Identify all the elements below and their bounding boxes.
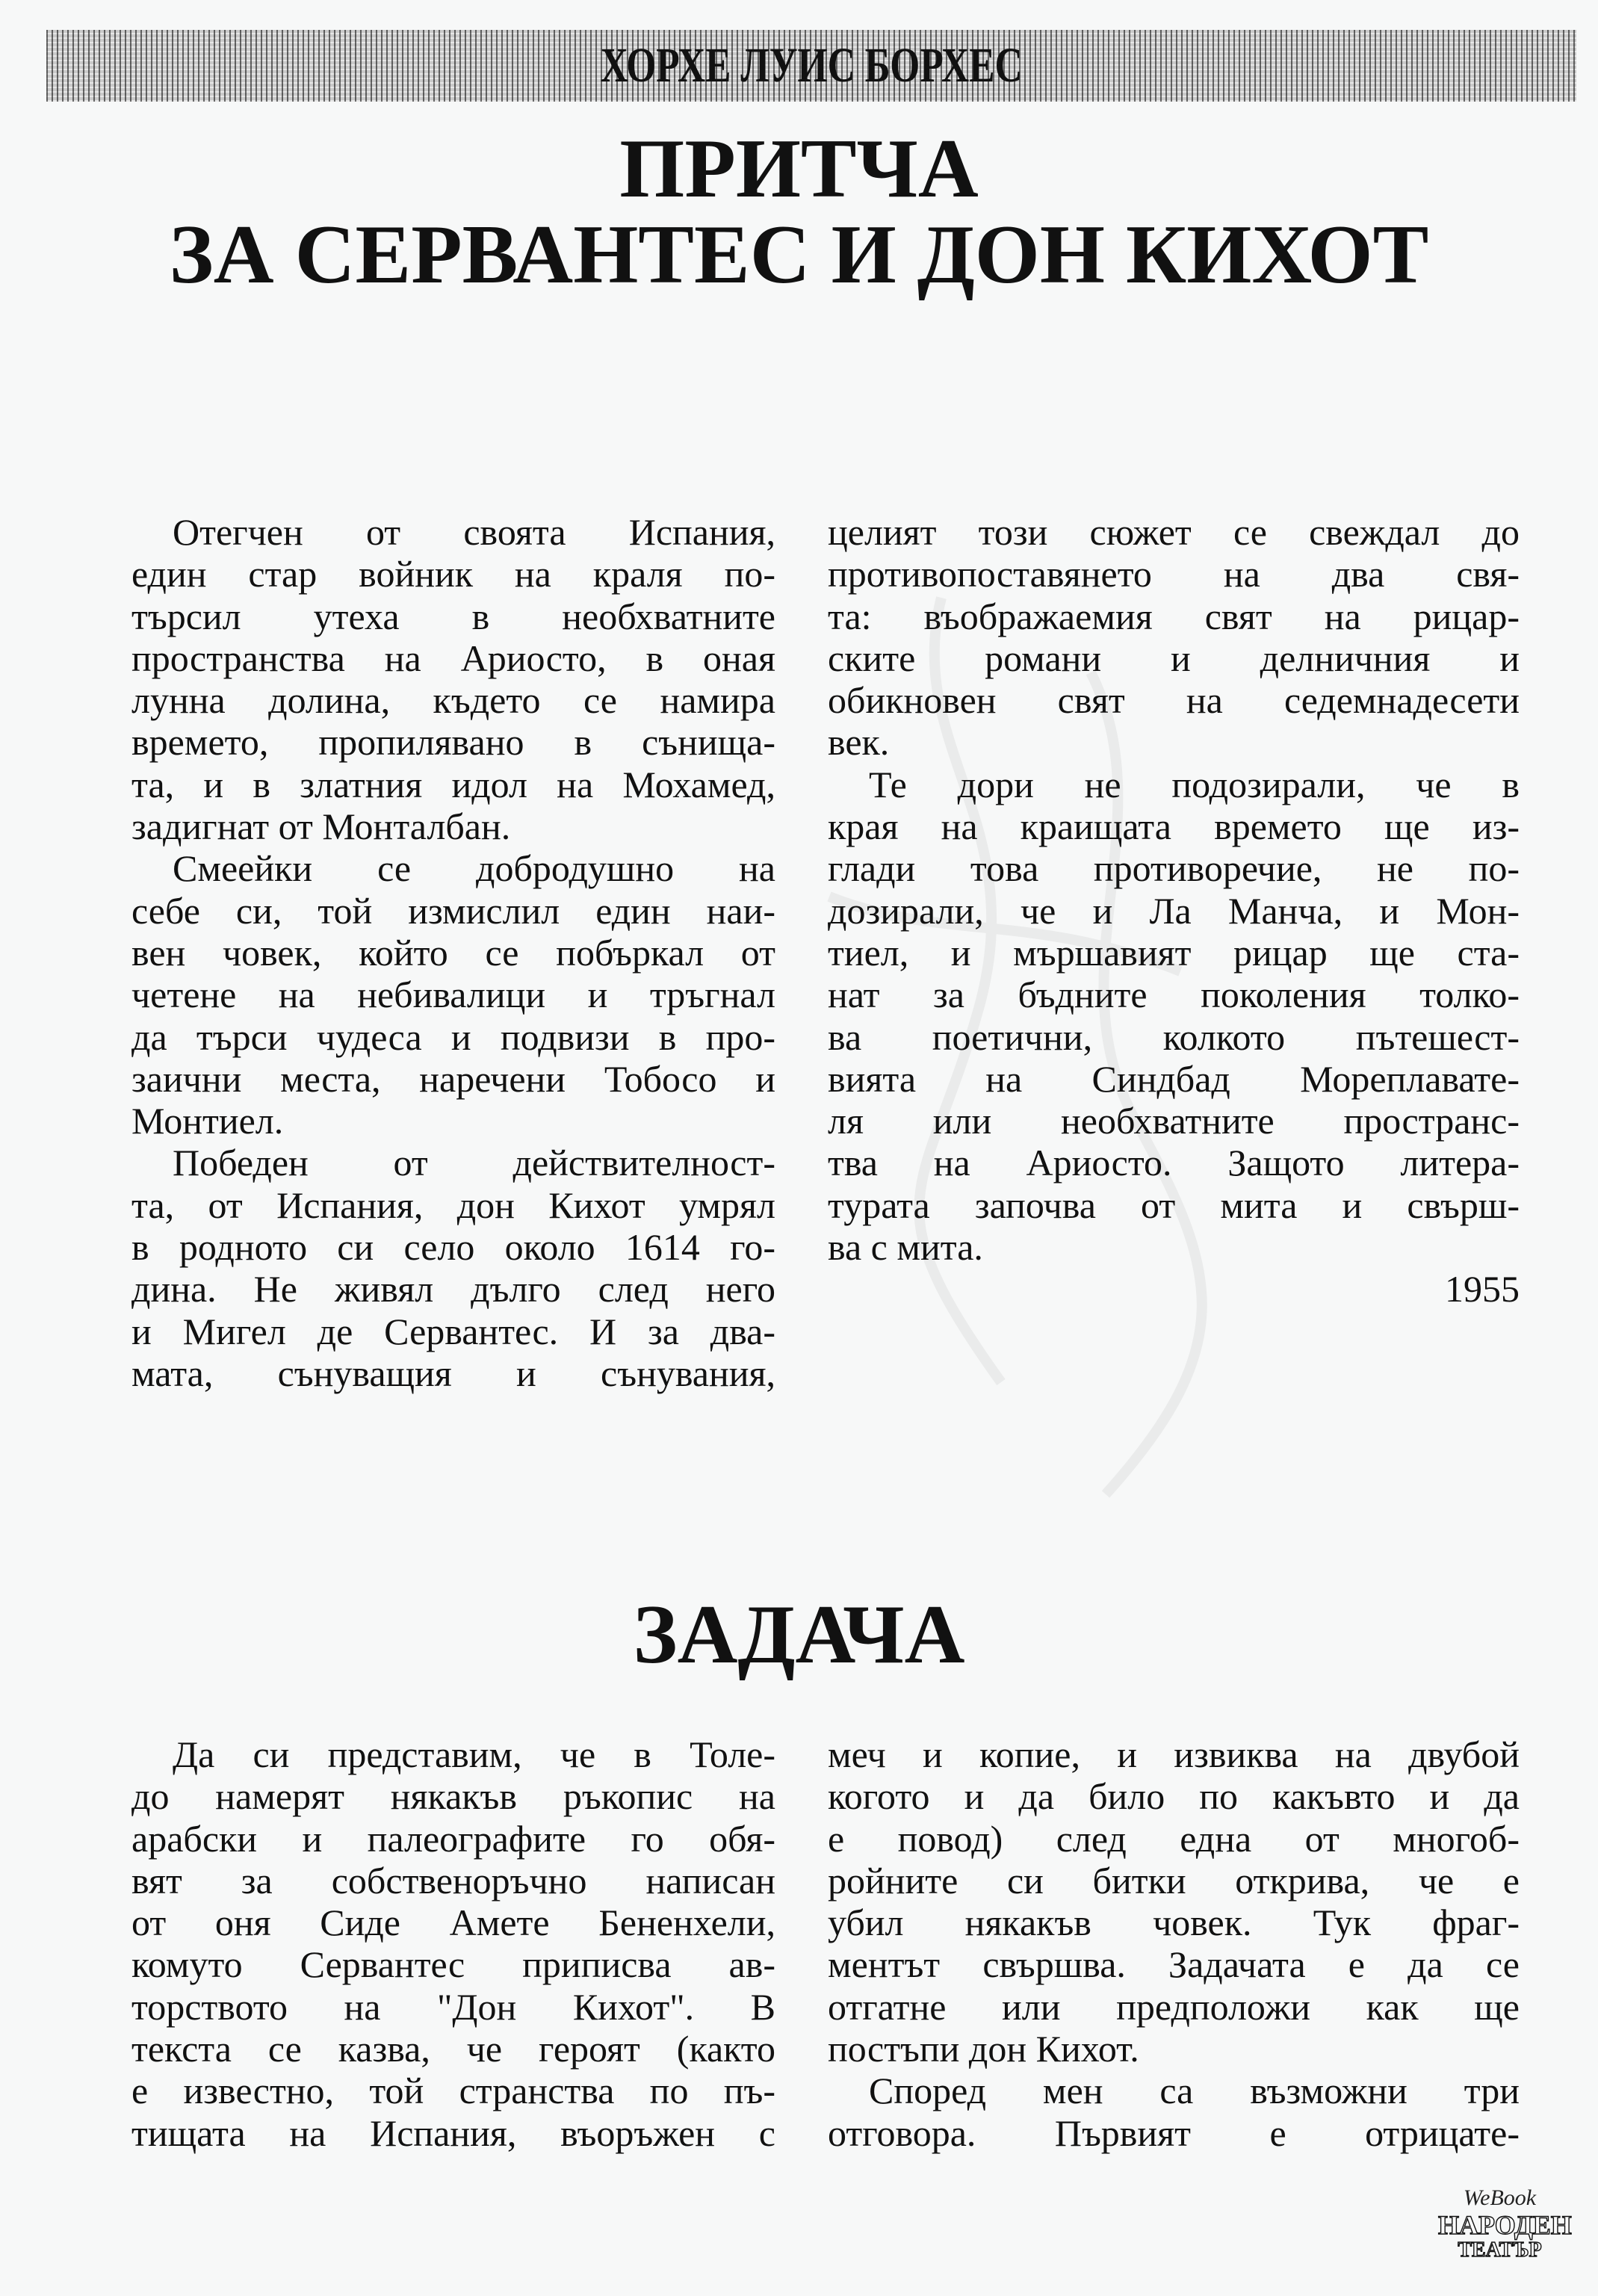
text-line: текста се казва, че героят (както xyxy=(131,2028,775,2070)
text-line: пространства на Ариосто, в оная xyxy=(131,637,775,679)
text-line: убил някакъв човек. Тук фраг- xyxy=(828,1902,1520,1944)
author-name: ХОРХЕ ЛУИС БОРХЕС xyxy=(600,38,1023,93)
text-line: та: въображаемия свят на рицар- xyxy=(828,595,1520,637)
text-line: в родното си село около 1614 го- xyxy=(131,1226,775,1269)
text-line: торството на "Дон Кихот". В xyxy=(131,1985,775,2028)
article1-right-column xyxy=(828,511,1520,1311)
text-line: е известно, той странства по пъ- xyxy=(131,2070,775,2112)
text-line: турата започва от мита и свърш- xyxy=(828,1183,1520,1226)
text-line: и Мигел де Сервантес. И за два- xyxy=(131,1310,775,1352)
text-line: ройните си битки открива, че е xyxy=(828,1859,1520,1902)
text-line: от оня Сиде Амете Бененхели, xyxy=(131,1902,775,1944)
text-line: лунна долина, където се намира xyxy=(131,679,775,722)
text-line: глади това противоречие, не по- xyxy=(828,847,1520,890)
text-line: задигнат от Монталбан. xyxy=(131,805,511,848)
text-line: целият този сюжет се свеждал до xyxy=(828,511,1520,553)
article-title-line-1: ПРИТЧА xyxy=(619,123,979,215)
text-line: да търси чудеса и подвизи в про- xyxy=(131,1015,775,1058)
text-line: нат за бъдните поколения толко- xyxy=(828,974,1520,1016)
text-line: ментът свършва. Задачата е да се xyxy=(828,1943,1520,1986)
text-line: четене на небивалици и тръгнал xyxy=(131,974,775,1016)
article2-title: ЗАДАЧА xyxy=(633,1588,965,1681)
text-line: противопоставянето на два свя- xyxy=(828,553,1520,595)
text-line: мата, сънуващия и сънувания, xyxy=(131,1352,775,1394)
text-line: Победен от действителност- xyxy=(173,1142,775,1184)
text-line: тва на Ариосто. Защото литера- xyxy=(828,1142,1520,1184)
text-line: арабски и палеографите го обя- xyxy=(131,1817,775,1860)
text-line: края на краищата времето ще из- xyxy=(828,805,1520,848)
logo-signature: WeBook xyxy=(1463,2185,1537,2210)
logo-line-1: НАРОДЕН xyxy=(1438,2210,1572,2240)
text-line: ва поетични, колкото пътешест- xyxy=(828,1015,1520,1058)
text-line: до намерят някакъв ръкопис на xyxy=(131,1775,775,1818)
text-line: тищата на Испания, въоръжен с xyxy=(131,2111,775,2154)
text-line: е повод) след една от многоб- xyxy=(828,1817,1520,1860)
text-line: търсил утеха в необхватните xyxy=(131,595,775,637)
text-line: обикновен свят на седемнадесети xyxy=(828,679,1520,722)
year-of-writing: 1955 xyxy=(1445,1268,1520,1311)
text-line: меч и копие, и извиква на двубой xyxy=(828,1733,1520,1775)
text-line: комуто Сервантес приписва ав- xyxy=(131,1943,775,1986)
text-line: ля или необхватните пространс- xyxy=(828,1100,1520,1142)
text-line: дина. Не живял дълго след него xyxy=(131,1268,775,1311)
text-line: времето, пропилявано в сънища- xyxy=(131,721,775,764)
text-line: Отегчен от своята Испания, xyxy=(173,511,775,553)
text-line: дозирали, че и Ла Манча, и Мон- xyxy=(828,889,1520,932)
text-line: та, от Испания, дон Кихот умрял xyxy=(131,1183,775,1226)
text-line: тиел, и мършавият рицар ще ста- xyxy=(828,931,1520,974)
text-line: отговора. Първият е отрицате- xyxy=(828,2111,1520,2154)
text-line: Смеейки се добродушно на xyxy=(173,847,775,890)
article2-left-column xyxy=(131,1733,775,2154)
article2-right-column xyxy=(828,1733,1520,2154)
text-line: Монтиел. xyxy=(131,1100,284,1142)
text-line: ските романи и делничния и xyxy=(828,637,1520,679)
text-line: когото и да било по какъвто и да xyxy=(828,1775,1520,1818)
national-theatre-logo xyxy=(1438,2185,1572,2275)
text-line: постъпи дон Кихот. xyxy=(828,2028,1139,2070)
article1-left-column xyxy=(131,511,775,1394)
text-line: вен човек, който се побъркал от xyxy=(131,931,775,974)
text-line: себе си, той измислил един наи- xyxy=(131,889,775,932)
text-line: Според мен са възможни три xyxy=(869,2070,1520,2112)
text-line: вят за собственоръчно написан xyxy=(131,1859,775,1902)
text-line: заични места, наречени Тобосо и xyxy=(131,1057,775,1100)
text-line: един стар войник на краля по- xyxy=(131,553,775,595)
text-line: та, и в златния идол на Мохамед, xyxy=(131,763,775,805)
text-line: ва с мита. xyxy=(828,1226,983,1269)
article-title-line-2: ЗА СЕРВАНТЕС И ДОН КИХОТ xyxy=(169,208,1429,301)
author-header-band xyxy=(46,30,1576,102)
logo-line-2: ТЕАТЪР xyxy=(1458,2238,1542,2262)
text-line: Те дори не подозирали, че в xyxy=(869,763,1520,805)
text-line: век. xyxy=(828,721,890,764)
text-line: Да си представим, че в Толе- xyxy=(173,1733,775,1775)
text-line: отгатне или предположи как ще xyxy=(828,1985,1520,2028)
text-line: вията на Синдбад Мореплавате- xyxy=(828,1057,1520,1100)
